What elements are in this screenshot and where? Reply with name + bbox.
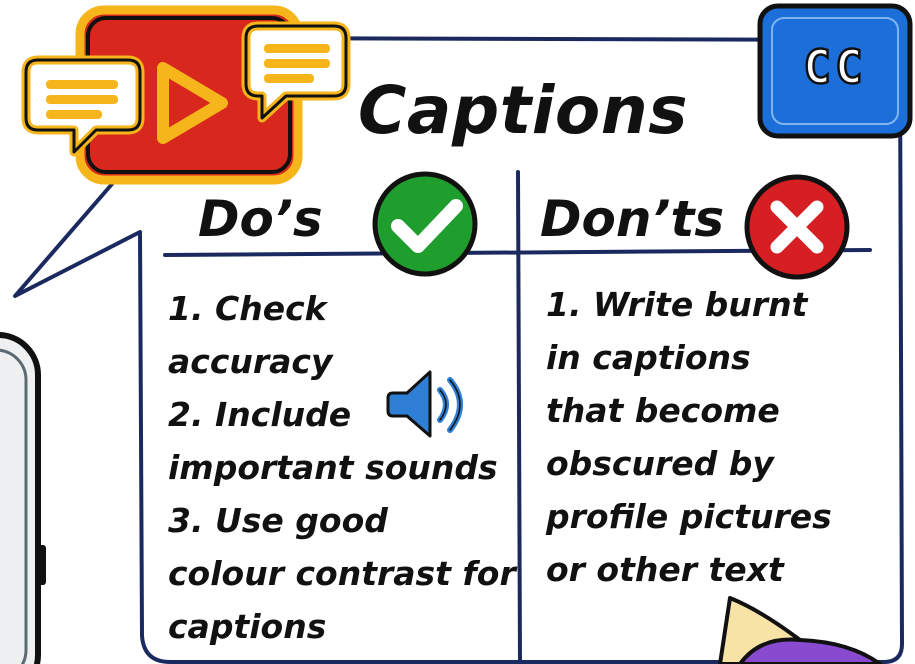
dos-list xyxy=(168,282,516,653)
column-divider xyxy=(518,172,520,662)
donts-heading: Don’ts xyxy=(540,190,725,248)
phone-icon xyxy=(0,335,46,664)
list-item: that become xyxy=(546,391,780,430)
list-item: 2. Include xyxy=(168,395,352,434)
check-icon xyxy=(375,174,475,274)
list-item: obscured by xyxy=(546,444,774,483)
cc-badge-label: CC xyxy=(803,40,867,94)
list-item: profile pictures xyxy=(546,497,832,536)
list-item: 1. Write burnt xyxy=(546,285,808,324)
list-item: 3. Use good xyxy=(168,501,388,540)
list-item: important sounds xyxy=(168,448,498,487)
list-item: in captions xyxy=(546,338,751,377)
list-item: captions xyxy=(168,607,327,646)
dos-heading: Do’s xyxy=(198,190,323,248)
list-item: colour contrast for xyxy=(168,554,516,593)
donts-list xyxy=(546,278,832,596)
cross-icon xyxy=(747,177,847,277)
list-item: 1. Check xyxy=(168,289,327,328)
list-item: accuracy xyxy=(168,342,333,381)
list-item: or other text xyxy=(546,550,784,589)
page-title: Captions xyxy=(358,72,689,149)
